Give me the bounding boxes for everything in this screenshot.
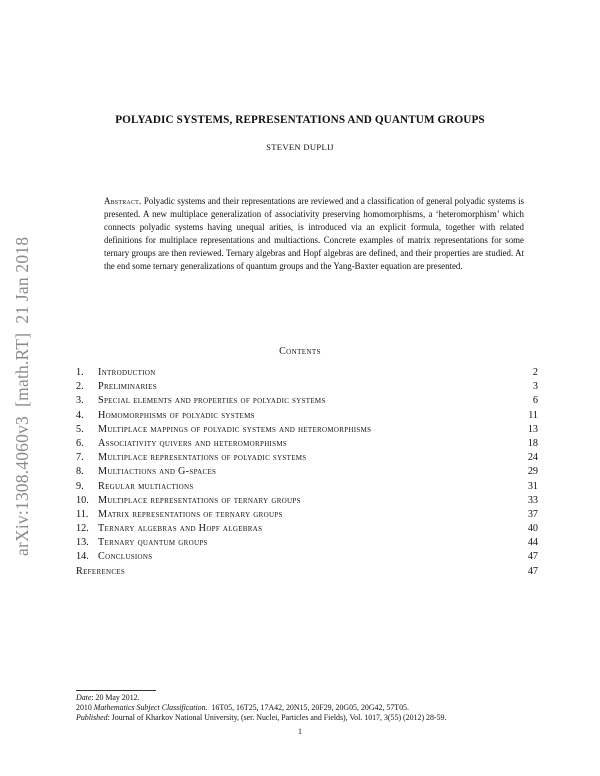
author-name: STEVEN DUPLIJ [266,142,334,152]
toc-entry[interactable] [76,480,538,494]
toc-entry-number: 11. [76,508,89,520]
toc-entry-number: 14. [76,551,89,563]
toc-entry-page: 47 [527,551,538,563]
toc-entry-title: Special elements and properties of polyadic systems [98,395,326,407]
toc-entry-references[interactable] [76,565,538,579]
page-number: 1 [298,727,302,736]
toc-entry-page: 11 [528,409,538,421]
toc-entry-title: Ternary quantum groups [98,537,208,549]
toc-entry-number: 10. [76,494,89,506]
toc-entry-page: 3 [532,381,538,393]
footnote-date [76,693,546,703]
toc-entry[interactable] [76,451,538,465]
footnote-published [76,713,546,723]
toc-entry-page: 6 [532,395,538,407]
footnote-date-value: : 20 May 2012. [91,693,140,702]
toc-entry-number: 8. [76,466,84,478]
toc-entry-page: 13 [527,423,538,435]
toc-entry-page: 47 [527,565,538,577]
contents-heading: Contents [279,346,321,357]
toc-entry-number: 1. [76,367,84,378]
toc-entry-title: Introduction [98,367,156,378]
toc-entry-title: Multiactions and G-spaces [98,466,217,478]
footnote-msc-codes: 16T05, 16T25, 17A42, 20N15, 20F29, 20G05, 20G42, 57T05. [211,703,409,712]
footnote-date-label: Date [76,693,92,702]
toc-entry[interactable] [76,494,538,508]
toc-entry-number: 2. [76,381,84,393]
toc-entry-title: Regular multiactions [98,480,194,492]
toc-entry-title: Preliminaries [98,381,157,393]
toc-entry-number: 3. [76,395,84,407]
toc-entry-title: Homomorphisms of polyadic systems [98,409,255,421]
paper-title: POLYADIC SYSTEMS, REPRESENTATIONS AND QUANTUM GROUPS [115,114,485,126]
toc-entry[interactable] [76,423,538,437]
toc-entry-page: 18 [527,437,538,449]
toc-entry[interactable] [76,550,538,564]
toc-entry-title: Multiplace representations of polyadic systems [98,452,307,464]
toc-entry-number: 7. [76,452,84,464]
toc-entry[interactable] [76,508,538,522]
abstract [104,195,524,272]
toc-entry-number: 13. [76,537,89,549]
toc-entry-title: Ternary algebras and Hopf algebras [98,523,263,535]
toc-entry-title: Conclusions [98,551,153,563]
toc-entry-page: 37 [527,508,538,520]
toc-entry[interactable] [76,409,538,423]
toc-entry[interactable] [76,522,538,536]
toc-entry-title: References [76,565,126,577]
toc-entry[interactable] [76,437,538,451]
toc-entry-page: 44 [527,537,538,549]
footnote-msc [76,703,546,713]
abstract-label: Abstract. [104,196,142,206]
toc-entry-number: 5. [76,423,84,435]
toc-entry-page: 2 [532,367,538,378]
toc-entry-number: 6. [76,437,84,449]
toc-entry[interactable] [76,394,538,408]
toc-entry-number: 12. [76,523,89,535]
toc-entry[interactable] [76,380,538,394]
arxiv-identifier-stamp: arXiv:1308.4060v3 [math.RT] 21 Jan 2018 [12,236,32,556]
toc-entry-number: 4. [76,409,84,421]
footnote-published-value: : Journal of Kharkov National University, (ser. Nuclei, Particles and Fields), Vol. 1017, 3(55) (2012) 28-59. [107,713,447,722]
toc-entry-page: 24 [527,452,538,464]
table-of-contents [76,366,538,579]
toc-entry-title: Multiplace representations of ternary groups [98,494,301,506]
footnote-published-label: Published [76,713,108,722]
toc-entry-title: Matrix representations of ternary groups [98,508,283,520]
toc-entry-page: 29 [527,466,538,478]
toc-entry-title: Multiplace mappings of polyadic systems and heteromorphisms [98,423,372,435]
toc-entry-page: 33 [527,494,538,506]
footnote-msc-year: 2010 [76,703,92,712]
toc-entry[interactable] [76,465,538,479]
toc-entry[interactable] [76,536,538,550]
toc-entry-page: 40 [527,523,538,535]
toc-entry-title: Associativity quivers and heteromorphisms [98,437,288,449]
footnote-msc-label: Mathematics Subject Classification. [93,703,208,712]
footnote-rule [76,690,156,691]
toc-entry[interactable] [76,366,538,380]
abstract-text: Polyadic systems and their representations are reviewed and a classification of general polyadic systems is presented. A new multiplace generalization of associativity preserving homomorphisms, a ‘heteromorphism’ which connects polyadic systems having unequal arities, is introduced via an explicit formula, together with related definitions for multiplace representations and multiactions. Concrete examples of matrix representations for some ternary groups are then reviewed. Ternary algebras and Hopf algebras are defined, and their properties are studied. At the end some ternary generalizations of quantum groups and the Yang-Baxter equation are presented. [104,196,524,271]
toc-entry-number: 9. [76,480,84,492]
toc-entry-page: 31 [527,480,538,492]
